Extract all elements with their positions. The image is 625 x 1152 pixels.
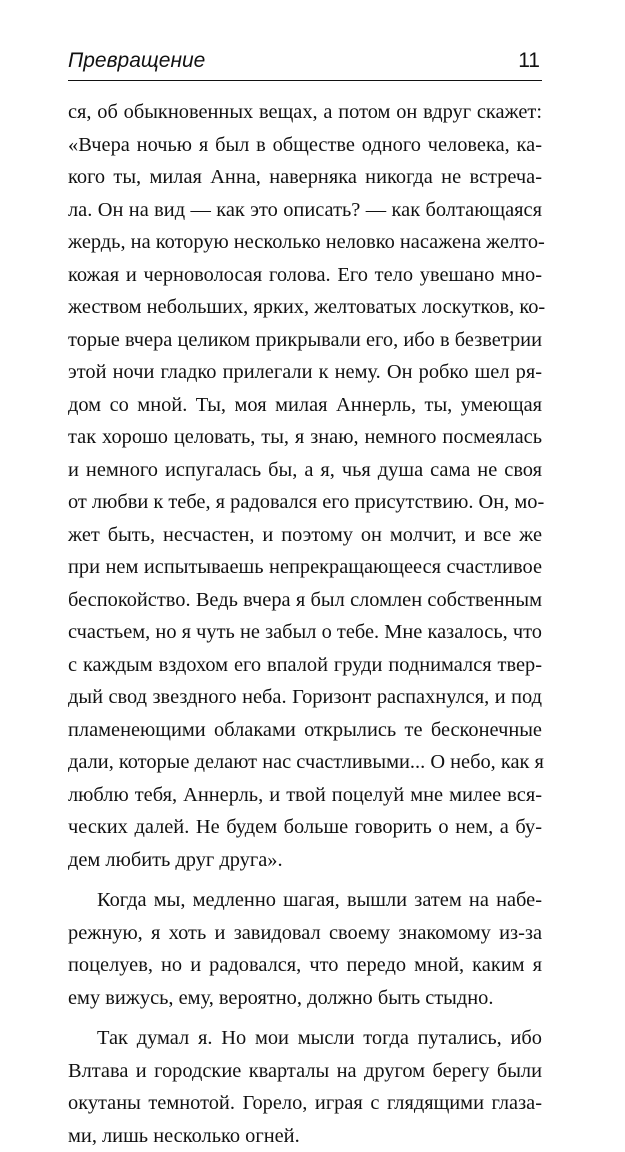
text-line: пламенеющими облаками открылись те бесконечные	[68, 714, 542, 747]
paragraph-gap	[68, 876, 542, 884]
text-line: режную, я хоть и завидовал своему знакомому из-за	[68, 917, 542, 950]
text-line: Так думал я. Но мои мысли тогда путались, ибо	[68, 1022, 542, 1055]
text-line: поцелуев, но и радовался, что передо мной, каким я	[68, 949, 542, 982]
running-header	[68, 44, 542, 81]
paragraph-gap	[68, 1014, 542, 1022]
text-line: люблю тебя, Аннерль, и твой поцелуй мне милее вся-	[68, 779, 542, 812]
text-line: этой ночи гладко прилегали к нему. Он робко шел ря-	[68, 356, 542, 389]
running-title: Превращение	[68, 49, 205, 73]
text-line: жет быть, несчастен, и поэтому он молчит, и все же	[68, 519, 542, 552]
text-line: торые вчера целиком прикрывали его, ибо в безветрии	[68, 324, 542, 357]
text-line: дый свод звездного неба. Горизонт распахнулся, и под	[68, 681, 542, 714]
text-line: «Вчера ночью я был в обществе одного человека, ка-	[68, 129, 542, 162]
text-line: дом со мной. Ты, моя милая Аннерль, ты, умеющая	[68, 389, 542, 422]
text-line: ми, лишь несколько огней.	[68, 1120, 542, 1152]
text-line: Влтава и городские кварталы на другом берегу были	[68, 1055, 542, 1088]
text-line: дем любить друг друга».	[68, 844, 542, 877]
text-line: дали, которые делают нас счастливыми... О небо, как я	[68, 746, 542, 779]
text-line: беспокойство. Ведь вчера я был сломлен собственным	[68, 584, 542, 617]
text-line: счастьем, но я чуть не забыл о тебе. Мне казалось, что	[68, 616, 542, 649]
body-text	[68, 96, 542, 1152]
text-line: ческих далей. Не будем больше говорить о нем, а бу-	[68, 811, 542, 844]
text-line: жердь, на которую несколько неловко насажена желто-	[68, 226, 542, 259]
text-line: так хорошо целовать, ты, я знаю, немного посмеялась	[68, 421, 542, 454]
text-line: ла. Он на вид — как это описать? — как болтающаяся	[68, 194, 542, 227]
text-line: с каждым вздохом его впалой груди поднимался твер-	[68, 649, 542, 682]
text-line: кого ты, милая Анна, наверняка никогда не встреча-	[68, 161, 542, 194]
text-line: окутаны темнотой. Горело, играя с глядящими глаза-	[68, 1087, 542, 1120]
text-line: и немного испугалась бы, а я, чья душа сама не своя	[68, 454, 542, 487]
page-number: 11	[518, 49, 540, 73]
text-line: ся, об обыкновенных вещах, а потом он вдруг скажет:	[68, 96, 542, 129]
text-line: при нем испытываешь непрекращающееся счастливое	[68, 551, 542, 584]
text-line: Когда мы, медленно шагая, вышли затем на набе-	[68, 884, 542, 917]
text-line: ему вижусь, ему, вероятно, должно быть стыдно.	[68, 982, 542, 1015]
text-line: кожая и черноволосая голова. Его тело увешано мно-	[68, 259, 542, 292]
text-line: жеством небольших, ярких, желтоватых лоскутков, ко-	[68, 291, 542, 324]
text-line: от любви к тебе, я радовался его присутствию. Он, мо-	[68, 486, 542, 519]
